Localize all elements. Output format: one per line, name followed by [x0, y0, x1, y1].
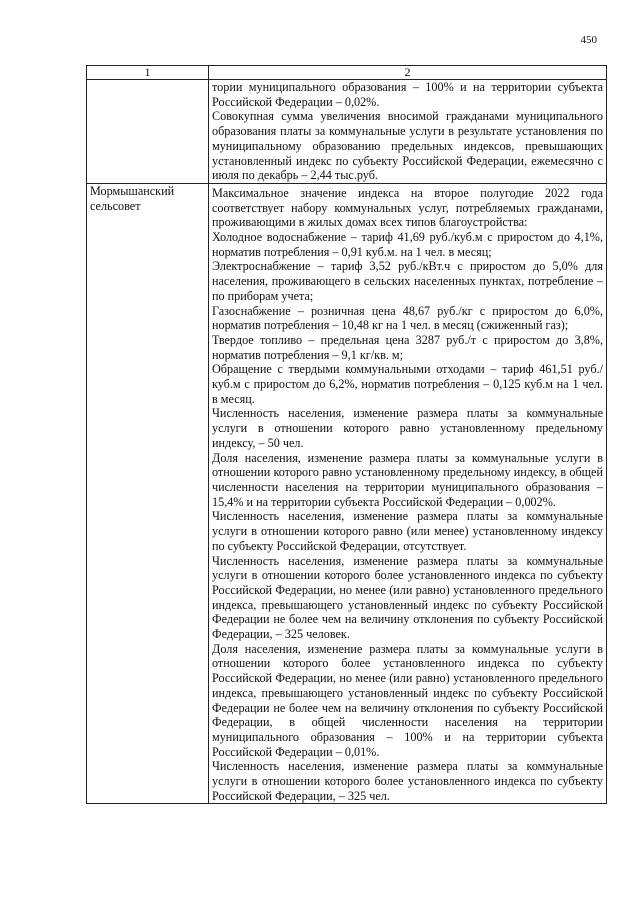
paragraph: Твердое топливо – предельная цена 3287 руб./т с приростом до 3,8%, норматив потребления – 9,1 кг/кв. м;: [212, 332, 603, 362]
page-number: 450: [580, 34, 597, 46]
paragraph: Численность населения, изменение размера платы за коммунальные услуги в отношении которого более установленного индекса по субъекту Российской Федерации, но менее (или равно) установленного предельного индекса, превышающего установленный индекс по субъекту Российской Федерации не более чем на величину отклонения по субъекту Российской Федерации, – 325 человек.: [212, 553, 603, 642]
paragraph: тории муниципального образования – 100% и на территории субъекта Российской Федерации – 0,02%.: [212, 80, 603, 109]
paragraph: Доля населения, изменение размера платы за коммунальные услуги в отношении которого равно установленному предельному индексу, в общей численности населения на территории муниципального образования – 15,4% и на территории субъекта Российской Федерации – 0,002%.: [212, 450, 603, 509]
document-table: [86, 65, 607, 804]
paragraph: Газоснабжение – розничная цена 48,67 руб./кг с приростом до 6,0%, норматив потребления – 10,48 кг на 1 чел. в месяц (сжиженный газ);: [212, 303, 603, 333]
paragraph: Максимальное значение индекса на второе полугодие 2022 года соответствует набору коммунальных услуг, потребляемых гражданами, проживающими в жилых домах всех типов благоустройства:: [212, 185, 603, 230]
paragraph: Численность населения, изменение размера платы за коммунальные услуги в отношении которого равно установленному предельному индексу, – 50 чел.: [212, 406, 603, 450]
municipality-name-cell: Мормышанский сельсовет: [87, 183, 209, 804]
column-header-1: 1: [87, 66, 209, 80]
municipality-name-cell: [87, 80, 209, 184]
paragraph: Электроснабжение – тариф 3,52 руб./кВт.ч с приростом до 5,0% для населения, проживающего в сельских населенных пунктах, потребление – по приборам учета;: [212, 259, 603, 303]
paragraph: Численность населения, изменение размера платы за коммунальные услуги в отношении которого равно (или менее) установленному индексу по субъекту Российской Федерации, отсутствует.: [212, 509, 603, 553]
column-header-2: 2: [209, 66, 607, 80]
paragraph: Обращение с твердыми коммунальными отходами – тариф 461,51 руб./куб.м с приростом до 6,2%, норматив потребления – 0,125 куб.м на 1 чел. в месяц.: [212, 362, 603, 406]
paragraph: Доля населения, изменение размера платы за коммунальные услуги в отношении которого более установленного индекса по субъекту Российской Федерации, но менее (или равно) установленного предельного индекса, превышающего установленный индекс по субъекту Российской Федерации не более чем на величину отклонения по субъекту Российской Федерации, в общей численности населения на территории муниципального образования – 100% и на территории субъекта Российской Федерации – 0,01%.: [212, 641, 603, 759]
paragraph: Холодное водоснабжение – тариф 41,69 руб./куб.м с приростом до 4,1%, норматив потребления – 0,91 куб.м. на 1 чел. в месяц;: [212, 230, 603, 259]
description-cell: [209, 183, 607, 804]
paragraph: Совокупная сумма увеличения вносимой гражданами муниципального образования платы за коммунальные услуги в результате установления по муниципальному образованию предельных индексов, превышающих установленный индекс по субъекту Российской Федерации, ежемесячно с июля по декабрь – 2,44 тыс.руб.: [212, 109, 603, 183]
table-row: [87, 183, 607, 804]
paragraph: Численность населения, изменение размера платы за коммунальные услуги в отношении которого более установленного индекса по субъекту Российской Федерации, – 325 чел.: [212, 759, 603, 803]
table-row: [87, 80, 607, 184]
table-header-row: [87, 66, 607, 80]
description-cell: [209, 80, 607, 184]
